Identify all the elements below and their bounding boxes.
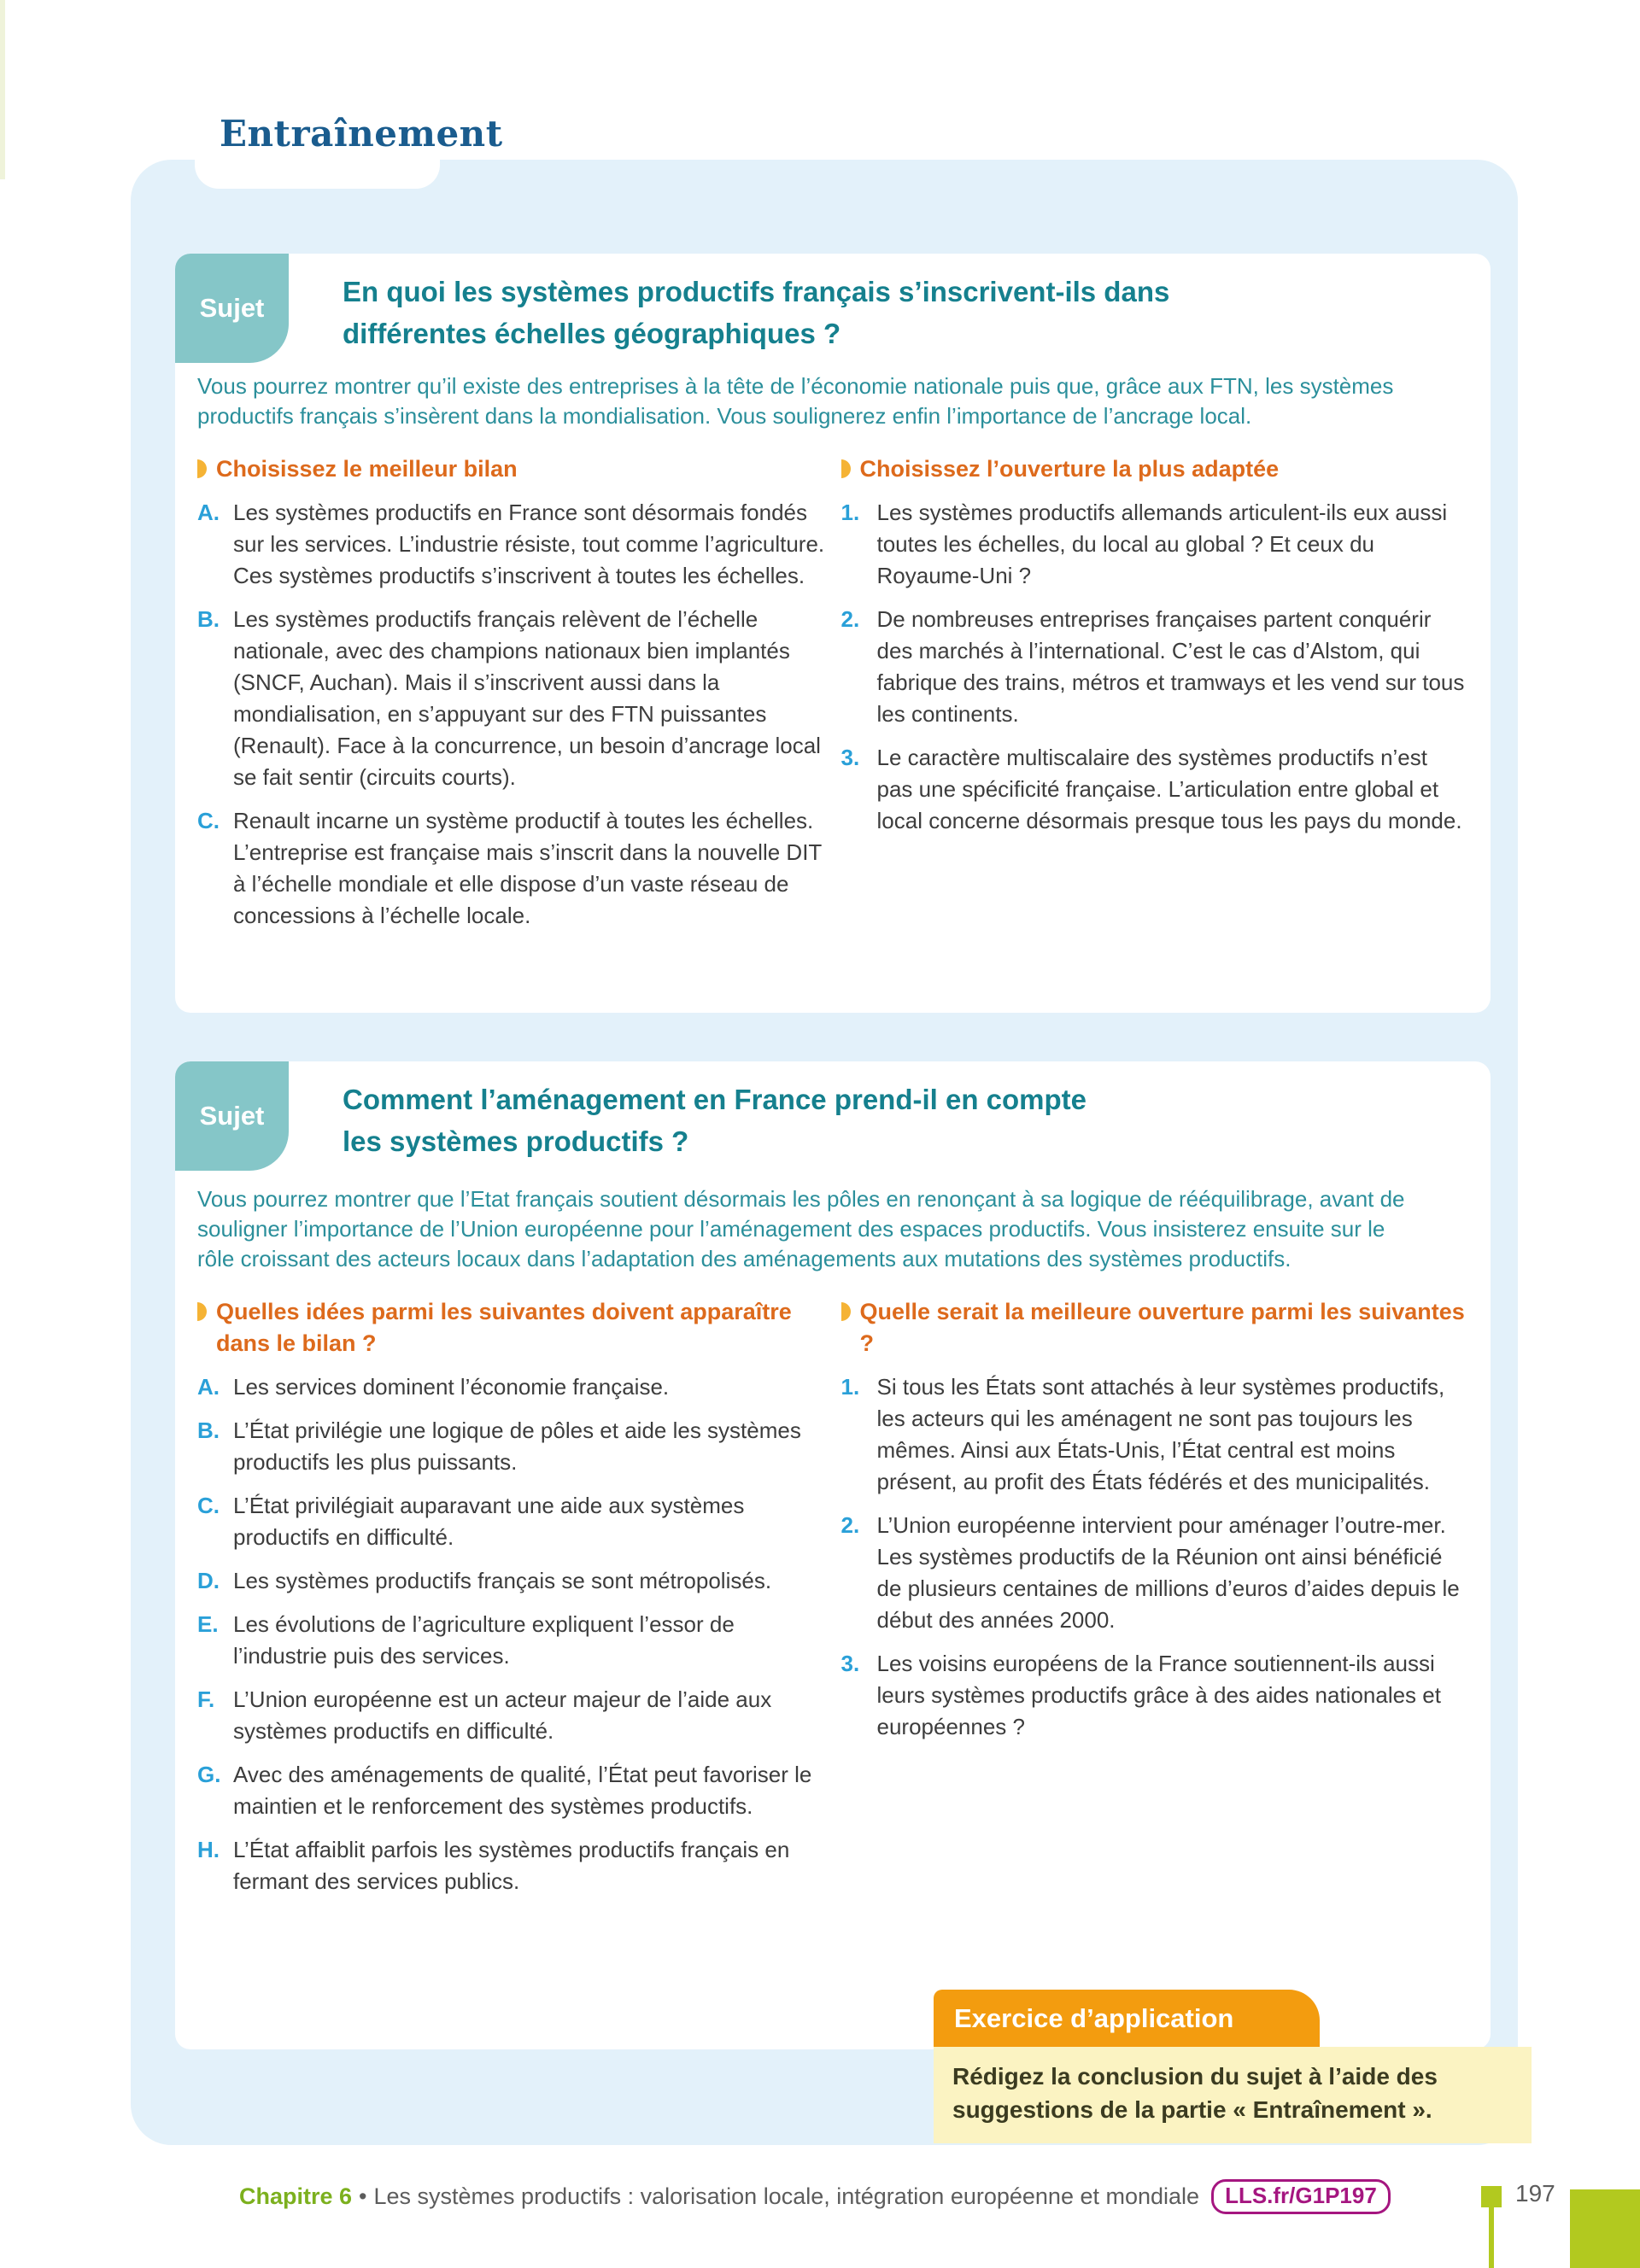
answer-list bbox=[197, 497, 826, 932]
footer bbox=[239, 2179, 1391, 2214]
exercise-item bbox=[197, 805, 826, 932]
item-text: Avec des aménagements de qualité, l’État peut favoriser le maintien et le renforcement des systèmes productifs. bbox=[233, 1762, 812, 1819]
item-text: Les services dominent l’économie française. bbox=[233, 1374, 670, 1400]
item-text: Les systèmes productifs français relèvent de l’échelle nationale, avec des champions nationaux bien implantés (SNCF, Auchan). Mais il s’inscrivent aussi dans la mondialisation, en s’appuyant sur des FTN puissantes (Renault). Face à la concurrence, un besoin d’ancrage local se fait sentir (circuits courts). bbox=[233, 606, 821, 790]
chapter-label: Chapitre 6 bbox=[239, 2183, 353, 2209]
exercise-item bbox=[841, 1371, 1470, 1498]
subject-card-1 bbox=[175, 254, 1491, 1013]
exercise-item bbox=[197, 1565, 826, 1597]
exercise-item bbox=[197, 1490, 826, 1553]
item-text: Les évolutions de l’agriculture expliquent l’essor de l’industrie puis des services. bbox=[233, 1611, 735, 1669]
item-text: De nombreuses entreprises françaises partent conquérir des marchés à l’international. C’est le cas d’Alstom, qui fabrique des trains, métros et tramways et les vend sur tous les continents. bbox=[876, 606, 1465, 727]
item-marker: 2. bbox=[840, 606, 860, 632]
item-marker: F. bbox=[197, 1686, 215, 1712]
page-marker-line bbox=[1489, 2207, 1494, 2268]
exercise-item bbox=[841, 1648, 1470, 1743]
title-notch bbox=[195, 160, 440, 189]
exercise-item bbox=[841, 604, 1470, 730]
question-heading bbox=[197, 1296, 826, 1359]
subject-1-left-column bbox=[197, 453, 826, 944]
question-heading-text: Quelle serait la meilleure ouverture parmi les suivantes ? bbox=[859, 1299, 1465, 1356]
item-text: Si tous les États sont attachés à leur systèmes productifs, les acteurs qui les aménagent ne sont pas toujours les mêmes. Ainsi aux États-Unis, l’État central est moins présent, au profit des États fédérés et des municipalités. bbox=[876, 1374, 1445, 1494]
sujet-tag-label: Sujet bbox=[199, 1101, 265, 1131]
question-heading-text: Choisissez le meilleur bilan bbox=[216, 456, 518, 482]
item-marker: G. bbox=[197, 1762, 221, 1787]
answer-list bbox=[841, 1371, 1470, 1743]
application-exercise-body bbox=[934, 2047, 1532, 2143]
item-text: Les systèmes productifs français se sont métropolisés. bbox=[233, 1568, 772, 1593]
item-text: Les systèmes productifs en France sont désormais fondés sur les services. L’industrie résiste, tout comme l’agriculture. Ces systèmes productifs s’inscrivent à toutes les échelles. bbox=[233, 500, 825, 588]
answer-list bbox=[841, 497, 1470, 837]
corner-page-tab bbox=[1570, 2189, 1640, 2268]
question-heading bbox=[841, 1296, 1470, 1359]
question-heading-text: Choisissez l’ouverture la plus adaptée bbox=[859, 456, 1280, 482]
subject-2-right-column bbox=[841, 1296, 1470, 1909]
question-heading bbox=[841, 453, 1470, 485]
item-marker: A. bbox=[197, 1374, 220, 1400]
sujet-tag-label: Sujet bbox=[199, 293, 265, 323]
item-marker: B. bbox=[197, 606, 220, 632]
application-exercise-text: Rédigez la conclusion du sujet à l’aide des suggestions de la partie « Entraînement ». bbox=[952, 2063, 1438, 2123]
exercise-item bbox=[197, 1609, 826, 1672]
item-marker: E. bbox=[197, 1611, 219, 1637]
exercise-item bbox=[197, 1684, 826, 1747]
question-heading bbox=[197, 453, 826, 485]
exercise-item bbox=[197, 1371, 826, 1403]
subject-2-title-line2: les systèmes productifs ? bbox=[343, 1125, 689, 1157]
subject-2-columns bbox=[197, 1296, 1469, 1909]
exercise-item bbox=[197, 497, 826, 592]
item-text: L’Union européenne est un acteur majeur de l’aide aux systèmes productifs en difficulté. bbox=[233, 1686, 772, 1744]
page-marker-square bbox=[1481, 2186, 1502, 2207]
item-marker: A. bbox=[197, 500, 220, 525]
exercise-item bbox=[197, 604, 826, 793]
item-text: L’État privilégiait auparavant une aide aux systèmes productifs en difficulté. bbox=[233, 1493, 745, 1550]
subject-1-intro: Vous pourrez montrer qu’il existe des entreprises à la tête de l’économie nationale puis que, grâce aux FTN, les systèmes productifs français s’insèrent dans la mondialisation. Vous soulignerez enfin l’importance de l’ancrage local. bbox=[197, 373, 1394, 429]
bullet-icon bbox=[841, 1302, 851, 1321]
item-marker: 1. bbox=[840, 1374, 860, 1400]
lls-link-badge[interactable]: LLS.fr/G1P197 bbox=[1211, 2179, 1391, 2214]
subject-2-left-column bbox=[197, 1296, 826, 1909]
application-exercise-title: Exercice d’application bbox=[954, 2002, 1234, 2033]
item-text: Renault incarne un système productif à toutes les échelles. L’entreprise est française mais s’inscrit dans la nouvelle DIT à l’échelle mondiale et elle dispose d’un vaste réseau de concessions à l’échelle locale. bbox=[233, 808, 822, 928]
subject-2-title-line1: Comment l’aménagement en France prend-il en compte bbox=[343, 1084, 1087, 1115]
exercise-item bbox=[197, 1759, 826, 1822]
bullet-icon bbox=[197, 459, 207, 478]
subject-card-2 bbox=[175, 1061, 1491, 2049]
sujet-tag-2 bbox=[175, 1061, 289, 1171]
item-marker: 1. bbox=[840, 500, 860, 525]
item-marker: 2. bbox=[840, 1512, 860, 1538]
item-marker: 3. bbox=[840, 1651, 860, 1676]
exercise-item bbox=[197, 1834, 826, 1897]
exercise-item bbox=[841, 1510, 1470, 1636]
bullet-icon bbox=[841, 459, 851, 478]
answer-list bbox=[197, 1371, 826, 1897]
exercise-item bbox=[841, 497, 1470, 592]
item-marker: C. bbox=[197, 1493, 220, 1518]
subject-1-title bbox=[343, 254, 1453, 354]
item-marker: C. bbox=[197, 808, 220, 833]
subject-1-title-line2: différentes échelles géographiques ? bbox=[343, 318, 841, 349]
subject-2-intro: Vous pourrez montrer que l’Etat français soutient désormais les pôles en renonçant à sa logique de rééquilibrage, avant de souligner l’importance de l’Union européenne pour l’aménagement des espaces productifs. Vous insisterez ensuite sur le rôle croissant des acteurs locaux dans l’adaptation des aménagements aux mutations des systèmes productifs. bbox=[197, 1186, 1405, 1271]
exercise-item bbox=[841, 742, 1470, 837]
exercise-item bbox=[197, 1415, 826, 1478]
bullet-icon bbox=[197, 1302, 207, 1321]
item-marker: D. bbox=[197, 1568, 220, 1593]
item-text: L’État privilégie une logique de pôles et aide les systèmes productifs les plus puissants. bbox=[233, 1418, 801, 1475]
item-marker: H. bbox=[197, 1837, 220, 1862]
item-text: Le caractère multiscalaire des systèmes productifs n’est pas une spécificité française. L’articulation entre global et local concerne désormais presque tous les pays du monde. bbox=[876, 745, 1462, 833]
item-marker: B. bbox=[197, 1418, 220, 1443]
item-text: L’Union européenne intervient pour aménager l’outre-mer. Les systèmes productifs de la Réunion ont ainsi bénéficié de plusieurs centaines de millions d’euros d’aides depuis le début des années 2000. bbox=[876, 1512, 1460, 1633]
item-text: Les voisins européens de la France soutiennent-ils aussi leurs systèmes productifs grâce à des aides nationales et européennes ? bbox=[876, 1651, 1441, 1739]
item-text: L’État affaiblit parfois les systèmes productifs français en fermant des services publics. bbox=[233, 1837, 790, 1894]
sujet-tag-1 bbox=[175, 254, 289, 363]
subject-2-title bbox=[343, 1061, 1453, 1162]
subject-1-right-column bbox=[841, 453, 1470, 944]
chapter-title: Les systèmes productifs : valorisation locale, intégration européenne et mondiale bbox=[373, 2183, 1200, 2209]
section-title: Entraînement bbox=[220, 113, 503, 155]
question-heading-text: Quelles idées parmi les suivantes doivent apparaître dans le bilan ? bbox=[216, 1299, 792, 1356]
page-edge-strip bbox=[0, 0, 5, 179]
item-marker: 3. bbox=[840, 745, 860, 770]
page-number: 197 bbox=[1515, 2180, 1555, 2207]
subject-1-columns bbox=[197, 453, 1469, 944]
subject-1-title-line1: En quoi les systèmes productifs français s’inscrivent-ils dans bbox=[343, 276, 1170, 307]
item-text: Les systèmes productifs allemands articulent-ils eux aussi toutes les échelles, du local au global ? Et ceux du Royaume-Uni ? bbox=[876, 500, 1448, 588]
footer-separator: • bbox=[359, 2183, 367, 2209]
application-exercise-header bbox=[934, 1990, 1320, 2047]
